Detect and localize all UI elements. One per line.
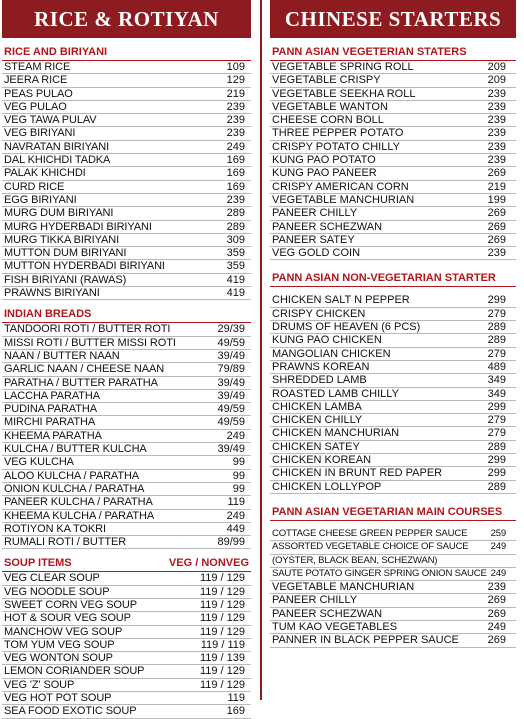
menu-item-name: SEA FOOD EXOTIC SOUP — [4, 705, 137, 718]
menu-item-row — [270, 481, 516, 494]
menu-item-price: 299 — [487, 294, 506, 307]
menu-item-row — [2, 287, 251, 300]
menu-item-price: 279 — [487, 414, 506, 427]
menu-item-price: 39/49 — [217, 389, 245, 402]
menu-item-price: 119 / 119 — [200, 638, 245, 651]
menu-item-price: 239 — [487, 100, 506, 113]
menu-item-price: 249 — [226, 429, 245, 442]
section-heading — [2, 46, 251, 61]
menu-item-price: 349 — [487, 374, 506, 387]
menu-item-row — [2, 390, 251, 403]
menu-item-row — [270, 348, 516, 361]
menu-item-price: 279 — [487, 347, 506, 360]
menu-item-row — [2, 207, 251, 220]
menu-item-row — [270, 321, 516, 334]
menu-item-price: 89/99 — [217, 536, 245, 549]
left-section — [2, 557, 251, 718]
menu-item-row — [2, 350, 251, 363]
menu-item-price: 249 — [226, 509, 245, 522]
menu-item-row — [270, 568, 516, 581]
menu-item-name: VEG HOT POT SOUP — [4, 692, 112, 705]
menu-item-price: 49/59 — [217, 403, 245, 416]
menu-item-price: 269 — [487, 167, 506, 180]
menu-item-price: 239 — [487, 154, 506, 167]
menu-item-row — [2, 377, 251, 390]
menu-item-name: TANDOORI ROTI / BUTTER ROTI — [4, 323, 171, 336]
menu-item-name: DAL KHICHDI TADKA — [4, 154, 111, 167]
section-title: SOUP ITEMS — [4, 557, 72, 570]
menu-item-row — [270, 294, 516, 307]
menu-item-name: PANEER CHILLY — [272, 594, 358, 607]
menu-item-price: 119 / 129 — [199, 625, 245, 638]
menu-item-name: SWEET CORN VEG SOUP — [4, 598, 137, 611]
menu-item-price: 119 / 129 — [199, 598, 245, 611]
menu-item-row — [2, 692, 251, 705]
menu-item-price: 109 — [226, 61, 245, 73]
menu-item-row — [270, 427, 516, 440]
menu-item-price: 269 — [487, 220, 506, 233]
menu-item-price: 119 — [227, 692, 245, 705]
menu-item-name: MUTTON HYDERBADI BIRIYANI — [4, 260, 165, 273]
menu-item-row — [270, 61, 516, 74]
menu-item-price: 119 / 129 — [199, 585, 245, 598]
menu-item-row — [2, 61, 251, 74]
menu-item-row — [2, 88, 251, 101]
menu-item-price: 79/89 — [217, 363, 245, 376]
section-title: INDIAN BREADS — [4, 308, 92, 321]
menu-item-row — [270, 114, 516, 127]
menu-item-price: 99 — [232, 456, 245, 469]
menu-item-row — [2, 483, 251, 496]
menu-item-price: 289 — [226, 207, 245, 220]
menu-item-name: VEGETABLE WANTON — [272, 100, 388, 113]
menu-item-price: 119 / 129 — [199, 612, 245, 625]
menu-item-price: 289 — [487, 334, 506, 347]
menu-item-price: 169 — [226, 154, 245, 167]
menu-item-name: PANEER SCHEZWAN — [272, 607, 383, 620]
menu-item-row — [2, 101, 251, 114]
section-heading — [270, 272, 516, 287]
menu-item-row — [2, 586, 251, 599]
menu-item-row — [270, 528, 516, 541]
menu-item-price: 219 — [487, 180, 506, 193]
menu-item-price: 219 — [226, 87, 245, 100]
menu-item-price: 239 — [487, 87, 506, 100]
menu-item-name: MURG HYDERBADI BIRIYANI — [4, 220, 152, 233]
menu-item-price: 249 — [490, 541, 506, 553]
menu-item-name: EGG BIRIYANI — [4, 193, 77, 206]
menu-item-name: CHICKEN KOREAN — [272, 454, 372, 467]
menu-item-row — [2, 260, 251, 273]
menu-item-price: 49/59 — [217, 336, 245, 349]
section-subtitle: VEG / NONVEG — [168, 557, 249, 570]
menu-item-name: CRISPY POTATO CHILLY — [272, 140, 400, 153]
menu-item-row — [270, 608, 516, 621]
menu-item-name: ALOO KULCHA / PARATHA — [4, 469, 140, 482]
menu-item-price: 269 — [487, 594, 506, 607]
menu-item-price: 39/49 — [217, 443, 245, 456]
column-divider — [260, 0, 262, 700]
menu-item-row — [270, 594, 516, 607]
menu-item-name: KHEEMA KULCHA / PARATHA — [4, 509, 155, 522]
section-title: RICE AND BIRIYANI — [4, 46, 108, 58]
menu-item-row — [2, 496, 251, 509]
menu-item-price: 239 — [226, 127, 245, 140]
menu-item-row — [270, 361, 516, 374]
menu-item-price: 359 — [226, 260, 245, 273]
menu-item-price: 119 / 139 — [199, 652, 245, 665]
menu-item-row — [270, 88, 516, 101]
menu-item-price: 119 / 129 — [199, 572, 245, 585]
menu-item-price: 269 — [487, 207, 506, 220]
menu-item-price: 259 — [490, 527, 506, 539]
menu-item-name: CHICKEN SATEY — [272, 440, 360, 453]
menu-item-row — [2, 247, 251, 260]
menu-item-row — [270, 207, 516, 220]
menu-item-price: 279 — [487, 307, 506, 320]
menu-item-name: PANEER SCHEZWAN — [272, 220, 383, 233]
menu-item-price: 239 — [226, 114, 245, 127]
menu-item-name: JEERA RICE — [4, 74, 68, 87]
menu-item-name: FISH BIRIYANI (RAWAS) — [4, 273, 127, 286]
menu-item-name: KUNG PAO CHICKEN — [272, 334, 382, 347]
menu-item-name: MUTTON DUM BIRIYANI — [4, 247, 127, 260]
section-title: PANN ASIAN VEGETERIAN STATERS — [272, 46, 467, 58]
menu-item-row — [2, 181, 251, 194]
menu-item-row — [2, 74, 251, 87]
menu-item-row — [2, 221, 251, 234]
right-section — [270, 46, 516, 260]
menu-item-name: CHICKEN LOLLYPOP — [272, 480, 382, 493]
menu-item-name: KUNG PAO PANEER — [272, 167, 377, 180]
menu-item-price: 289 — [487, 440, 506, 453]
menu-item-name: PALAK KHICHDI — [4, 167, 86, 180]
menu-item-name: MANCHOW VEG SOUP — [4, 625, 123, 638]
menu-item-row — [2, 639, 251, 652]
menu-item-row — [2, 536, 251, 549]
menu-item-row — [2, 470, 251, 483]
menu-item-price: 209 — [487, 74, 506, 87]
menu-item-name: LACCHA PARATHA — [4, 389, 100, 402]
menu-item-price: 239 — [487, 140, 506, 153]
menu-item-price: 169 — [226, 167, 245, 180]
menu-item-price: 249 — [490, 567, 506, 579]
section-heading — [270, 506, 516, 521]
menu-item-name: MURG TIKKA BIRIYANI — [4, 233, 120, 246]
menu-item-price: 239 — [487, 247, 506, 260]
menu-item-name: ROASTED LAMB CHILLY — [272, 387, 399, 400]
menu-item-price: 419 — [226, 273, 245, 286]
menu-item-row — [270, 414, 516, 427]
chinese-starters-banner: CHINESE STARTERS — [270, 0, 516, 38]
menu-item-name: STEAM RICE — [4, 61, 71, 73]
menu-item-name: TUM KAO VEGETABLES — [272, 620, 398, 633]
menu-item-price: 269 — [487, 607, 506, 620]
menu-item-name: SAUTE POTATO GINGER SPRING ONION SAUCE — [272, 567, 487, 579]
rice-rotiyan-banner: RICE & ROTIYAN — [2, 0, 251, 38]
menu-item-row — [270, 621, 516, 634]
menu-item-price: 249 — [487, 620, 506, 633]
menu-item-name: CRISPY AMERICAN CORN — [272, 180, 409, 193]
menu-item-name: GARLIC NAAN / CHEESE NAAN — [4, 363, 165, 376]
menu-item-row — [2, 510, 251, 523]
menu-item-row — [270, 247, 516, 260]
menu-item-price: 489 — [487, 360, 506, 373]
menu-item-price: 249 — [226, 140, 245, 153]
menu-item-price: 269 — [487, 233, 506, 246]
menu-item-name: MIRCHI PARATHA — [4, 416, 96, 429]
menu-item-name: VEGETABLE CRISPY — [272, 74, 381, 87]
menu-item-name: VEGETABLE MANCHURIAN — [272, 193, 415, 206]
menu-item-row — [2, 705, 251, 718]
menu-item-row — [270, 221, 516, 234]
menu-item-name: PRAWNS KOREAN — [272, 360, 370, 373]
left-section — [2, 46, 251, 300]
menu-item-price: 289 — [226, 220, 245, 233]
menu-item-row — [270, 555, 516, 568]
menu-item-price: 29/39 — [217, 323, 245, 336]
menu-item-name: VEG GOLD COIN — [272, 247, 361, 260]
menu-item-row — [2, 141, 251, 154]
menu-item-name: THREE PEPPER POTATO — [272, 127, 404, 140]
menu-item-row — [2, 679, 251, 692]
menu-item-name: NAVRATAN BIRIYANI — [4, 140, 110, 153]
menu-item-name: KUNG PAO POTATO — [272, 154, 376, 167]
menu-item-name: PANEER KULCHA / PARATHA — [4, 496, 153, 509]
menu-item-price: 289 — [487, 480, 506, 493]
menu-item-name: VEG TAWA PULAV — [4, 114, 97, 127]
menu-item-name: DRUMS OF HEAVEN (6 PCS) — [272, 321, 421, 334]
menu-item-name: CHICKEN MANCHURIAN — [272, 427, 400, 440]
menu-item-row — [2, 665, 251, 678]
menu-item-row — [2, 456, 251, 469]
menu-item-price: 239 — [487, 114, 506, 127]
menu-item-price: 169 — [226, 705, 245, 718]
menu-item-row — [270, 234, 516, 247]
menu-item-row — [2, 337, 251, 350]
menu-item-name: RUMALI ROTI / BUTTER — [4, 536, 127, 549]
menu-item-name: VEG PULAO — [4, 100, 67, 113]
right-section — [270, 506, 516, 648]
menu-item-row — [270, 467, 516, 480]
menu-item-name: MURG DUM BIRIYANI — [4, 207, 114, 220]
menu-item-price: 239 — [226, 193, 245, 206]
menu-item-row — [2, 523, 251, 536]
section-heading — [2, 308, 251, 323]
menu-item-name: MANGOLIAN CHICKEN — [272, 347, 391, 360]
menu-item-name: CHICKEN IN BRUNT RED PAPER — [272, 467, 443, 480]
right-section — [270, 272, 516, 493]
menu-item-price: 299 — [487, 454, 506, 467]
menu-item-price: 239 — [487, 127, 506, 140]
menu-item-row — [2, 612, 251, 625]
menu-item-name: PANEER SATEY — [272, 233, 355, 246]
menu-item-row — [270, 334, 516, 347]
menu-item-name: SHREDDED LAMB — [272, 374, 367, 387]
menu-item-row — [2, 430, 251, 443]
menu-item-row — [270, 154, 516, 167]
menu-item-name: VEG BIRIYANI — [4, 127, 76, 140]
section-title: PANN ASIAN VEGETARIAN MAIN COURSES — [272, 505, 503, 518]
left-sections — [2, 46, 251, 719]
menu-item-name: LEMON CORIANDER SOUP — [4, 665, 145, 678]
menu-item-row — [270, 127, 516, 140]
menu-item-row — [2, 194, 251, 207]
menu-item-name: VEGETABLE SEEKHA ROLL — [272, 87, 416, 100]
menu-item-name: (OYSTER, BLACK BEAN, SCHEZWAN) — [272, 554, 438, 566]
menu-item-row — [270, 401, 516, 414]
menu-item-name: VEGETABLE MANCHURIAN — [272, 581, 415, 594]
menu-item-row — [2, 127, 251, 140]
menu-item-name: VEG 'Z' SOUP — [4, 678, 75, 691]
menu-item-name: CHEESE CORN BOLL — [272, 114, 384, 127]
menu-item-name: NAAN / BUTTER NAAN — [4, 349, 120, 362]
menu-item-row — [270, 141, 516, 154]
menu-item-row — [270, 167, 516, 180]
menu-item-name: PEAS PULAO — [4, 87, 73, 100]
menu-item-row — [2, 167, 251, 180]
section-title: PANN ASIAN NON-VEGETARIAN STARTER — [272, 272, 496, 285]
menu-item-price: 299 — [487, 400, 506, 413]
menu-item-name: ROTIYON KA TOKRI — [4, 522, 106, 535]
menu-item-price: 269 — [487, 634, 506, 647]
menu-item-price: 279 — [487, 427, 506, 440]
menu-item-price: 39/49 — [217, 349, 245, 362]
menu-item-row — [2, 234, 251, 247]
menu-item-price: 239 — [487, 581, 506, 594]
menu-item-row — [270, 581, 516, 594]
menu-item-name: PANNER IN BLACK PEPPER SAUCE — [272, 634, 459, 647]
section-heading — [2, 557, 251, 572]
menu-item-row — [2, 416, 251, 429]
section-heading — [270, 46, 516, 61]
menu-item-row — [2, 443, 251, 456]
menu-item-name: TOM YUM VEG SOUP — [4, 638, 115, 651]
menu-item-row — [2, 154, 251, 167]
menu-item-row — [270, 441, 516, 454]
menu-item-price: 169 — [226, 180, 245, 193]
menu-item-name: VEG KULCHA — [4, 456, 74, 469]
menu-item-price: 39/49 — [217, 376, 245, 389]
menu-item-name: COTTAGE CHEESE GREEN PEPPER SAUCE — [272, 527, 468, 539]
menu-item-price: 239 — [226, 100, 245, 113]
menu-item-price: 99 — [232, 482, 245, 495]
menu-item-name: VEGETABLE SPRING ROLL — [272, 61, 414, 73]
menu-item-row — [2, 599, 251, 612]
menu-item-row — [270, 388, 516, 401]
menu-item-price: 49/59 — [217, 416, 245, 429]
menu-item-name: VEG NOODLE SOUP — [4, 585, 110, 598]
menu-item-row — [2, 274, 251, 287]
menu-item-name: PRAWNS BIRIYANI — [4, 287, 100, 300]
menu-item-name: VEG WONTON SOUP — [4, 652, 113, 665]
menu-item-name: CHICKEN SALT N PEPPER — [272, 294, 410, 307]
menu-item-row — [270, 194, 516, 207]
menu-item-name: HOT & SOUR VEG SOUP — [4, 612, 131, 625]
menu-item-row — [270, 541, 516, 554]
menu-item-row — [270, 374, 516, 387]
menu-item-price: 209 — [487, 61, 506, 73]
menu-item-row — [2, 323, 251, 336]
menu-item-name: PUDINA PARATHA — [4, 403, 97, 416]
section-spacer — [270, 287, 516, 294]
menu-item-name: PARATHA / BUTTER PARATHA — [4, 376, 158, 389]
menu-item-price: 359 — [226, 247, 245, 260]
menu-item-price: 119 / 129 — [199, 678, 245, 691]
menu-item-name: CHICKEN LAMBA — [272, 400, 362, 413]
menu-item-row — [270, 454, 516, 467]
menu-item-row — [2, 652, 251, 665]
section-spacer — [270, 521, 516, 528]
menu-item-price: 199 — [487, 193, 506, 206]
menu-item-price: 419 — [226, 287, 245, 300]
right-column — [270, 0, 516, 700]
menu-item-price: 99 — [232, 469, 245, 482]
menu-item-name: ONION KULCHA / PARATHA — [4, 482, 145, 495]
menu-item-price: 119 — [227, 496, 245, 509]
menu-item-name: PANEER CHILLY — [272, 207, 358, 220]
menu-item-row — [270, 308, 516, 321]
menu-item-row — [270, 74, 516, 87]
menu-item-name: VEG CLEAR SOUP — [4, 572, 100, 585]
menu-item-name: KULCHA / BUTTER KULCHA — [4, 443, 147, 456]
menu-item-row — [270, 101, 516, 114]
menu-item-row — [2, 626, 251, 639]
menu-item-row — [270, 634, 516, 647]
menu-item-name: CURD RICE — [4, 180, 65, 193]
menu-item-name: CRISPY CHICKEN — [272, 307, 366, 320]
menu-item-price: 449 — [226, 522, 245, 535]
menu-item-price: 309 — [226, 233, 245, 246]
menu-item-name: MISSI ROTI / BUTTER MISSI ROTI — [4, 336, 176, 349]
menu-item-price: 119 / 129 — [199, 665, 245, 678]
left-column — [2, 0, 251, 718]
menu-item-row — [2, 114, 251, 127]
menu-item-row — [2, 403, 251, 416]
menu-item-row — [2, 572, 251, 585]
menu-item-price: 349 — [487, 387, 506, 400]
menu-item-name: CHICKEN CHILLY — [272, 414, 363, 427]
right-sections — [270, 46, 516, 648]
left-section — [2, 308, 251, 549]
menu-item-price: 289 — [487, 321, 506, 334]
menu-item-row — [270, 181, 516, 194]
menu-item-price: 129 — [226, 74, 245, 87]
menu-item-name: ASSORTED VEGETABLE CHOICE OF SAUCE — [272, 541, 469, 553]
menu-item-name: KHEEMA PARATHA — [4, 429, 102, 442]
menu-item-row — [2, 363, 251, 376]
menu-item-price: 299 — [487, 467, 506, 480]
